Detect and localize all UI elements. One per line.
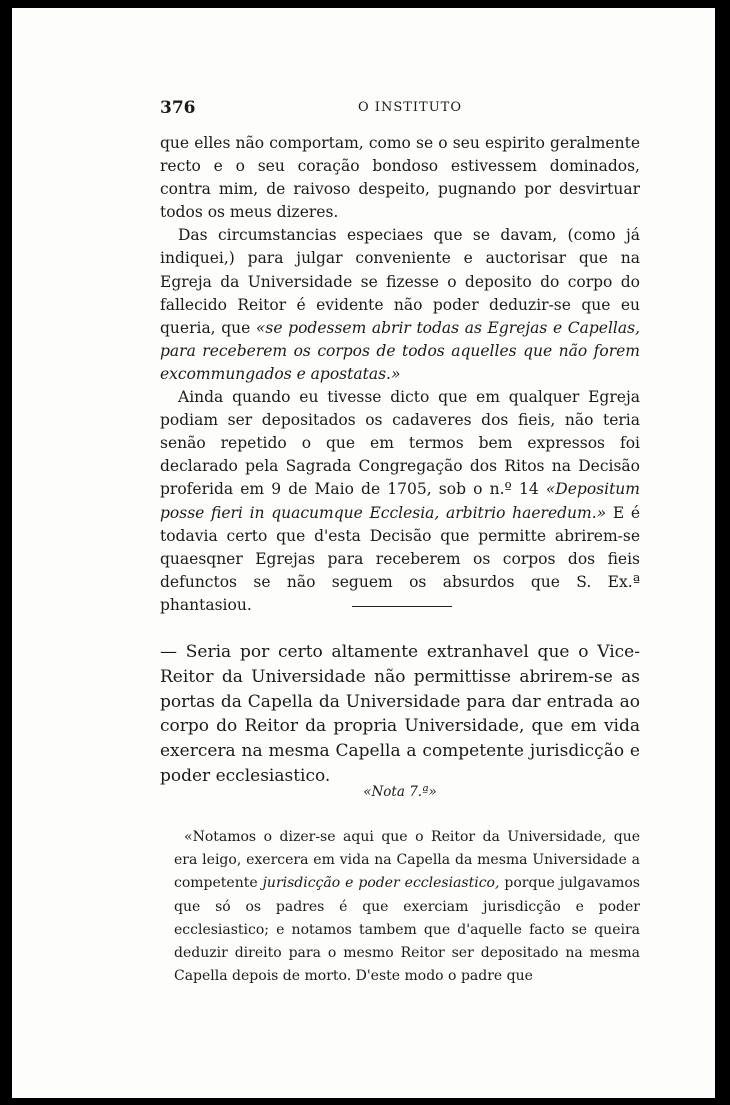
page-number: 376 <box>160 98 196 118</box>
section-divider <box>352 606 452 607</box>
paragraph-2-quote: «se podessem abrir todas as Egrejas e Capellas, para receberem os corpos de todos aquelles que não forem excommungados e apostatas.» <box>160 318 640 383</box>
page-header <box>160 98 660 122</box>
paragraph-3-text-cont: E é todavia certo que d'esta Decisão que permitte abrirem-se quaesqner Egrejas para receberem os corpos dos fieis defunctos se não seguem os absurdos que S. Ex.ª phantasiou. <box>160 503 641 614</box>
note-text-italic: jurisdicção e poder ecclesiastico, <box>262 875 500 892</box>
paragraph-2 <box>160 224 640 386</box>
paragraph-3 <box>160 386 640 617</box>
document-page <box>12 8 715 1098</box>
note-text-a: «Notamos o dizer-se aqui que o Reitor da Universidade, que era leigo, exercera em vida na Capella da mesma Universidade a competente <box>174 829 640 892</box>
running-title: O INSTITUTO <box>358 100 462 115</box>
paragraph-1: que elles não comportam, como se o seu espirito geralmente recto e o seu coração bondoso estivessem dominados, contra mim, de raivoso despeito, pugnando por desvirtuar todos os meus dizeres. <box>160 134 640 222</box>
paragraph-3-text: Ainda quando eu tivesse dicto que em qualquer Egreja podiam ser depositados os cadaveres dos fieis, não teria senão repetido o que em termos bem expressos foi declarado pela Sagrada Congregação dos Ritos na Decisão proferida em 9 de Maio de 1705, sob o n.º 14 <box>160 388 640 499</box>
paragraph-3-latin-quote: «Depositum posse fieri in quacumque Ecclesia, arbitrio haeredum.» <box>160 480 640 522</box>
main-text <box>160 132 640 617</box>
paragraph-4: — Seria por certo altamente extranhavel que o Vice-Reitor da Universidade não permittisse abrirem-se as portas da Capella da Universidade para dar entrada ao corpo do Reitor da propria Universidade, que em vida exercera na mesma Capella a competente jurisdicção e poder ecclesiastico. <box>160 642 640 786</box>
note-text-b: porque julgavamos que só os padres é que exerciam jurisdicção e poder ecclesiastico; e notamos tambem que d'aquelle facto se queira deduzir direito para o mesmo Reitor ser depositado na mesma Capella depois de morto. D'este modo o padre que <box>174 875 640 985</box>
note-text <box>174 826 640 988</box>
note-paragraph <box>174 826 640 988</box>
note-title: «Nota 7.ª» <box>363 784 437 800</box>
paragraph-2-text: Das circumstancias especiaes que se davam, (como já indiquei,) para julgar conveniente e auctorisar que na Egreja da Universidade se fizesse o deposito do corpo do fallecido Reitor é evidente não poder deduzir-se que eu queria, que <box>160 226 640 337</box>
section-text <box>160 640 640 789</box>
